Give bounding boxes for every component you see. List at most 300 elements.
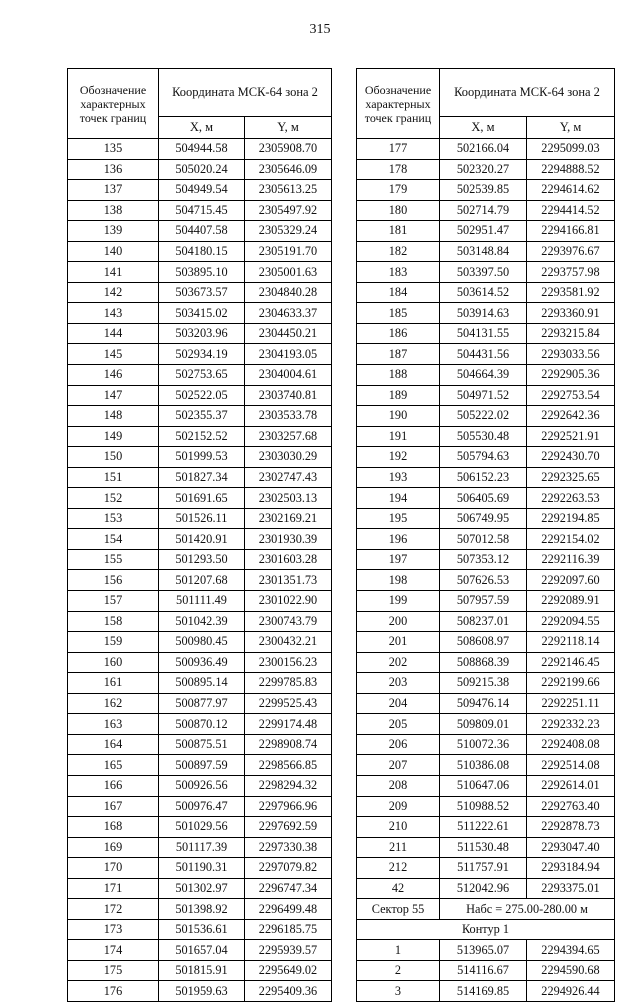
y-coordinate: 2294926.44 <box>527 981 615 1002</box>
y-coordinate: 2297966.96 <box>245 796 332 817</box>
table-row <box>357 262 615 283</box>
coordinates-table-left <box>67 68 332 1002</box>
table-row <box>357 632 615 653</box>
x-coordinate: 507353.12 <box>440 549 527 570</box>
y-coordinate: 2295409.36 <box>245 981 332 1002</box>
y-coordinate: 2292094.55 <box>527 611 615 632</box>
y-coordinate: 2298908.74 <box>245 734 332 755</box>
point-number: 148 <box>68 406 159 427</box>
table-row <box>357 940 615 961</box>
table-row <box>357 365 615 386</box>
x-coordinate: 503895.10 <box>159 262 245 283</box>
table-row <box>68 488 332 509</box>
y-coordinate: 2293360.91 <box>527 303 615 324</box>
table-row <box>68 303 332 324</box>
table-row <box>357 426 615 447</box>
header-coordinate-system: Координата МСК-64 зона 2 <box>440 69 615 117</box>
x-coordinate: 502753.65 <box>159 365 245 386</box>
y-coordinate: 2292614.01 <box>527 775 615 796</box>
point-number: 174 <box>68 940 159 961</box>
x-coordinate: 504949.54 <box>159 180 245 201</box>
y-coordinate: 2303257.68 <box>245 426 332 447</box>
table-row <box>68 241 332 262</box>
point-number: 42 <box>357 878 440 899</box>
point-number: 161 <box>68 673 159 694</box>
x-coordinate: 500897.59 <box>159 755 245 776</box>
point-number: 2 <box>357 960 440 981</box>
y-coordinate: 2292905.36 <box>527 365 615 386</box>
point-number: 208 <box>357 775 440 796</box>
table-row <box>68 200 332 221</box>
point-number: 199 <box>357 591 440 612</box>
table-row <box>68 981 332 1002</box>
y-coordinate: 2295649.02 <box>245 960 332 981</box>
y-coordinate: 2293976.67 <box>527 241 615 262</box>
x-coordinate: 501207.68 <box>159 570 245 591</box>
y-coordinate: 2293581.92 <box>527 282 615 303</box>
point-number: 203 <box>357 673 440 694</box>
table-row <box>68 878 332 899</box>
point-number: 200 <box>357 611 440 632</box>
point-number: 150 <box>68 447 159 468</box>
x-coordinate: 502934.19 <box>159 344 245 365</box>
x-coordinate: 500895.14 <box>159 673 245 694</box>
y-coordinate: 2304840.28 <box>245 282 332 303</box>
x-coordinate: 513965.07 <box>440 940 527 961</box>
y-coordinate: 2305329.24 <box>245 221 332 242</box>
y-coordinate: 2292325.65 <box>527 467 615 488</box>
point-number: 173 <box>68 919 159 940</box>
x-coordinate: 501302.97 <box>159 878 245 899</box>
y-coordinate: 2295939.57 <box>245 940 332 961</box>
y-coordinate: 2293215.84 <box>527 323 615 344</box>
point-number: 196 <box>357 529 440 550</box>
y-coordinate: 2305613.25 <box>245 180 332 201</box>
table-row <box>357 714 615 735</box>
x-coordinate: 500875.51 <box>159 734 245 755</box>
x-coordinate: 501536.61 <box>159 919 245 940</box>
table-row <box>68 817 332 838</box>
table-row <box>68 426 332 447</box>
table-row <box>357 180 615 201</box>
sector-label: Сектор 55 <box>357 899 440 920</box>
point-number: 151 <box>68 467 159 488</box>
table-row <box>68 734 332 755</box>
left-table-body <box>68 139 332 1002</box>
x-coordinate: 509215.38 <box>440 673 527 694</box>
x-coordinate: 502355.37 <box>159 406 245 427</box>
point-number: 135 <box>68 139 159 160</box>
x-coordinate: 502539.85 <box>440 180 527 201</box>
point-number: 163 <box>68 714 159 735</box>
header-x: X, м <box>440 117 527 139</box>
y-coordinate: 2292251.11 <box>527 693 615 714</box>
point-number: 154 <box>68 529 159 550</box>
table-row <box>68 775 332 796</box>
table-row <box>357 693 615 714</box>
x-coordinate: 511757.91 <box>440 858 527 879</box>
point-number: 204 <box>357 693 440 714</box>
y-coordinate: 2305497.92 <box>245 200 332 221</box>
point-number: 201 <box>357 632 440 653</box>
x-coordinate: 503914.63 <box>440 303 527 324</box>
table-row <box>68 837 332 858</box>
x-coordinate: 502522.05 <box>159 385 245 406</box>
x-coordinate: 508237.01 <box>440 611 527 632</box>
point-number: 142 <box>68 282 159 303</box>
point-number: 171 <box>68 878 159 899</box>
point-number: 181 <box>357 221 440 242</box>
y-coordinate: 2297079.82 <box>245 858 332 879</box>
point-number: 198 <box>357 570 440 591</box>
header-point-designation: Обозначение характерных точек границ <box>68 69 159 139</box>
table-row <box>357 467 615 488</box>
header-coordinate-system: Координата МСК-64 зона 2 <box>159 69 332 117</box>
point-number: 166 <box>68 775 159 796</box>
sector-height: Набс = 275.00-280.00 м <box>440 899 615 920</box>
table-row <box>68 940 332 961</box>
y-coordinate: 2305646.09 <box>245 159 332 180</box>
y-coordinate: 2296747.34 <box>245 878 332 899</box>
point-number: 180 <box>357 200 440 221</box>
right-table-body <box>357 139 615 899</box>
table-row <box>357 139 615 160</box>
table-row <box>357 385 615 406</box>
point-number: 157 <box>68 591 159 612</box>
table-row <box>68 858 332 879</box>
point-number: 143 <box>68 303 159 324</box>
y-coordinate: 2292642.36 <box>527 406 615 427</box>
y-coordinate: 2292146.45 <box>527 652 615 673</box>
table-row <box>357 159 615 180</box>
point-number: 153 <box>68 508 159 529</box>
x-coordinate: 501999.53 <box>159 447 245 468</box>
point-number: 205 <box>357 714 440 735</box>
x-coordinate: 504131.55 <box>440 323 527 344</box>
table-row <box>357 960 615 981</box>
table-row <box>68 899 332 920</box>
y-coordinate: 2298566.85 <box>245 755 332 776</box>
point-number: 175 <box>68 960 159 981</box>
table-row <box>357 508 615 529</box>
table-row <box>357 282 615 303</box>
point-number: 212 <box>357 858 440 879</box>
y-coordinate: 2305001.63 <box>245 262 332 283</box>
table-row <box>68 652 332 673</box>
header-y: Y, м <box>527 117 615 139</box>
x-coordinate: 514169.85 <box>440 981 527 1002</box>
table-row <box>357 591 615 612</box>
table-row <box>357 221 615 242</box>
table-row <box>357 878 615 899</box>
y-coordinate: 2294590.68 <box>527 960 615 981</box>
y-coordinate: 2292753.54 <box>527 385 615 406</box>
point-number: 195 <box>357 508 440 529</box>
table-row <box>68 365 332 386</box>
table-row <box>357 447 615 468</box>
y-coordinate: 2292116.39 <box>527 549 615 570</box>
x-coordinate: 501293.50 <box>159 549 245 570</box>
x-coordinate: 504431.56 <box>440 344 527 365</box>
point-number: 152 <box>68 488 159 509</box>
x-coordinate: 503673.57 <box>159 282 245 303</box>
point-number: 158 <box>68 611 159 632</box>
point-number: 185 <box>357 303 440 324</box>
y-coordinate: 2303533.78 <box>245 406 332 427</box>
y-coordinate: 2296499.48 <box>245 899 332 920</box>
x-coordinate: 505794.63 <box>440 447 527 468</box>
y-coordinate: 2292878.73 <box>527 817 615 838</box>
x-coordinate: 500936.49 <box>159 652 245 673</box>
y-coordinate: 2301022.90 <box>245 591 332 612</box>
x-coordinate: 501526.11 <box>159 508 245 529</box>
table-row <box>68 529 332 550</box>
y-coordinate: 2293375.01 <box>527 878 615 899</box>
x-coordinate: 500877.97 <box>159 693 245 714</box>
point-number: 210 <box>357 817 440 838</box>
sector-row <box>357 899 615 920</box>
x-coordinate: 503148.84 <box>440 241 527 262</box>
x-coordinate: 510988.52 <box>440 796 527 817</box>
y-coordinate: 2302503.13 <box>245 488 332 509</box>
point-number: 206 <box>357 734 440 755</box>
x-coordinate: 504944.58 <box>159 139 245 160</box>
y-coordinate: 2301351.73 <box>245 570 332 591</box>
table-row <box>357 570 615 591</box>
point-number: 177 <box>357 139 440 160</box>
y-coordinate: 2304633.37 <box>245 303 332 324</box>
y-coordinate: 2297330.38 <box>245 837 332 858</box>
y-coordinate: 2292332.23 <box>527 714 615 735</box>
x-coordinate: 510386.08 <box>440 755 527 776</box>
point-number: 155 <box>68 549 159 570</box>
point-number: 167 <box>68 796 159 817</box>
x-coordinate: 503614.52 <box>440 282 527 303</box>
y-coordinate: 2292430.70 <box>527 447 615 468</box>
y-coordinate: 2294614.62 <box>527 180 615 201</box>
x-coordinate: 501959.63 <box>159 981 245 1002</box>
x-coordinate: 511222.61 <box>440 817 527 838</box>
y-coordinate: 2292118.14 <box>527 632 615 653</box>
table-row <box>357 529 615 550</box>
point-number: 192 <box>357 447 440 468</box>
header-x: X, м <box>159 117 245 139</box>
x-coordinate: 505020.24 <box>159 159 245 180</box>
table-row <box>68 570 332 591</box>
y-coordinate: 2299174.48 <box>245 714 332 735</box>
y-coordinate: 2292514.08 <box>527 755 615 776</box>
point-number: 1 <box>357 940 440 961</box>
table-row <box>68 159 332 180</box>
table-row <box>68 755 332 776</box>
point-number: 194 <box>357 488 440 509</box>
table-row <box>357 611 615 632</box>
y-coordinate: 2292763.40 <box>527 796 615 817</box>
point-number: 191 <box>357 426 440 447</box>
table-row <box>357 817 615 838</box>
x-coordinate: 502166.04 <box>440 139 527 160</box>
x-coordinate: 510647.06 <box>440 775 527 796</box>
point-number: 162 <box>68 693 159 714</box>
x-coordinate: 504664.39 <box>440 365 527 386</box>
point-number: 144 <box>68 323 159 344</box>
table-row <box>357 549 615 570</box>
y-coordinate: 2299525.43 <box>245 693 332 714</box>
y-coordinate: 2300432.21 <box>245 632 332 653</box>
table-row <box>357 488 615 509</box>
table-row <box>68 282 332 303</box>
table-row <box>357 755 615 776</box>
y-coordinate: 2304450.21 <box>245 323 332 344</box>
point-number: 209 <box>357 796 440 817</box>
y-coordinate: 2303030.29 <box>245 447 332 468</box>
point-number: 160 <box>68 652 159 673</box>
table-row <box>68 591 332 612</box>
x-coordinate: 501029.56 <box>159 817 245 838</box>
table-row <box>68 447 332 468</box>
point-number: 176 <box>68 981 159 1002</box>
point-number: 137 <box>68 180 159 201</box>
y-coordinate: 2302747.43 <box>245 467 332 488</box>
x-coordinate: 502951.47 <box>440 221 527 242</box>
table-row <box>357 796 615 817</box>
y-coordinate: 2305908.70 <box>245 139 332 160</box>
point-number: 178 <box>357 159 440 180</box>
table-row <box>68 180 332 201</box>
table-row <box>68 632 332 653</box>
point-number: 159 <box>68 632 159 653</box>
y-coordinate: 2292097.60 <box>527 570 615 591</box>
point-number: 183 <box>357 262 440 283</box>
table-row <box>357 303 615 324</box>
y-coordinate: 2300156.23 <box>245 652 332 673</box>
table-row <box>357 652 615 673</box>
x-coordinate: 503397.50 <box>440 262 527 283</box>
table-row <box>68 262 332 283</box>
y-coordinate: 2294414.52 <box>527 200 615 221</box>
point-number: 145 <box>68 344 159 365</box>
x-coordinate: 506749.95 <box>440 508 527 529</box>
table-row <box>357 673 615 694</box>
point-number: 149 <box>68 426 159 447</box>
table-row <box>357 323 615 344</box>
point-number: 193 <box>357 467 440 488</box>
point-number: 184 <box>357 282 440 303</box>
point-number: 197 <box>357 549 440 570</box>
point-number: 3 <box>357 981 440 1002</box>
point-number: 141 <box>68 262 159 283</box>
y-coordinate: 2292408.08 <box>527 734 615 755</box>
x-coordinate: 512042.96 <box>440 878 527 899</box>
x-coordinate: 506152.23 <box>440 467 527 488</box>
x-coordinate: 500976.47 <box>159 796 245 817</box>
x-coordinate: 504971.52 <box>440 385 527 406</box>
x-coordinate: 505530.48 <box>440 426 527 447</box>
x-coordinate: 501117.39 <box>159 837 245 858</box>
x-coordinate: 510072.36 <box>440 734 527 755</box>
page-number: 315 <box>309 22 331 37</box>
x-coordinate: 509809.01 <box>440 714 527 735</box>
x-coordinate: 501111.49 <box>159 591 245 612</box>
point-number: 188 <box>357 365 440 386</box>
point-number: 139 <box>68 221 159 242</box>
table-row <box>68 611 332 632</box>
y-coordinate: 2297692.59 <box>245 817 332 838</box>
x-coordinate: 500870.12 <box>159 714 245 735</box>
contour-row <box>357 919 615 940</box>
table-row <box>357 775 615 796</box>
table-row <box>68 549 332 570</box>
y-coordinate: 2301930.39 <box>245 529 332 550</box>
point-number: 202 <box>357 652 440 673</box>
x-coordinate: 507626.53 <box>440 570 527 591</box>
x-coordinate: 504180.15 <box>159 241 245 262</box>
table-row <box>357 837 615 858</box>
x-coordinate: 511530.48 <box>440 837 527 858</box>
y-coordinate: 2292194.85 <box>527 508 615 529</box>
coordinates-table-right <box>356 68 615 1002</box>
table-row <box>357 344 615 365</box>
y-coordinate: 2304193.05 <box>245 344 332 365</box>
point-number: 187 <box>357 344 440 365</box>
x-coordinate: 503203.96 <box>159 323 245 344</box>
point-number: 207 <box>357 755 440 776</box>
point-number: 146 <box>68 365 159 386</box>
point-number: 172 <box>68 899 159 920</box>
y-coordinate: 2301603.28 <box>245 549 332 570</box>
y-coordinate: 2292521.91 <box>527 426 615 447</box>
contour-label: Контур 1 <box>357 919 615 940</box>
table-row <box>68 139 332 160</box>
y-coordinate: 2303740.81 <box>245 385 332 406</box>
table-row <box>68 344 332 365</box>
table-row <box>68 693 332 714</box>
point-number: 169 <box>68 837 159 858</box>
y-coordinate: 2292263.53 <box>527 488 615 509</box>
x-coordinate: 500926.56 <box>159 775 245 796</box>
y-coordinate: 2293184.94 <box>527 858 615 879</box>
x-coordinate: 509476.14 <box>440 693 527 714</box>
y-coordinate: 2300743.79 <box>245 611 332 632</box>
point-number: 165 <box>68 755 159 776</box>
y-coordinate: 2292154.02 <box>527 529 615 550</box>
table-row <box>68 508 332 529</box>
x-coordinate: 501420.91 <box>159 529 245 550</box>
y-coordinate: 2295099.03 <box>527 139 615 160</box>
y-coordinate: 2296185.75 <box>245 919 332 940</box>
table-row <box>357 734 615 755</box>
y-coordinate: 2293757.98 <box>527 262 615 283</box>
x-coordinate: 501190.31 <box>159 858 245 879</box>
table-row <box>68 796 332 817</box>
y-coordinate: 2292199.66 <box>527 673 615 694</box>
y-coordinate: 2294394.65 <box>527 940 615 961</box>
table-row <box>68 714 332 735</box>
table-row <box>68 673 332 694</box>
point-number: 168 <box>68 817 159 838</box>
table-row <box>357 858 615 879</box>
point-number: 147 <box>68 385 159 406</box>
x-coordinate: 504407.58 <box>159 221 245 242</box>
x-coordinate: 507012.58 <box>440 529 527 550</box>
table-row <box>357 406 615 427</box>
x-coordinate: 502714.79 <box>440 200 527 221</box>
point-number: 182 <box>357 241 440 262</box>
header-y: Y, м <box>245 117 332 139</box>
table-row <box>68 323 332 344</box>
x-coordinate: 502152.52 <box>159 426 245 447</box>
y-coordinate: 2294166.81 <box>527 221 615 242</box>
